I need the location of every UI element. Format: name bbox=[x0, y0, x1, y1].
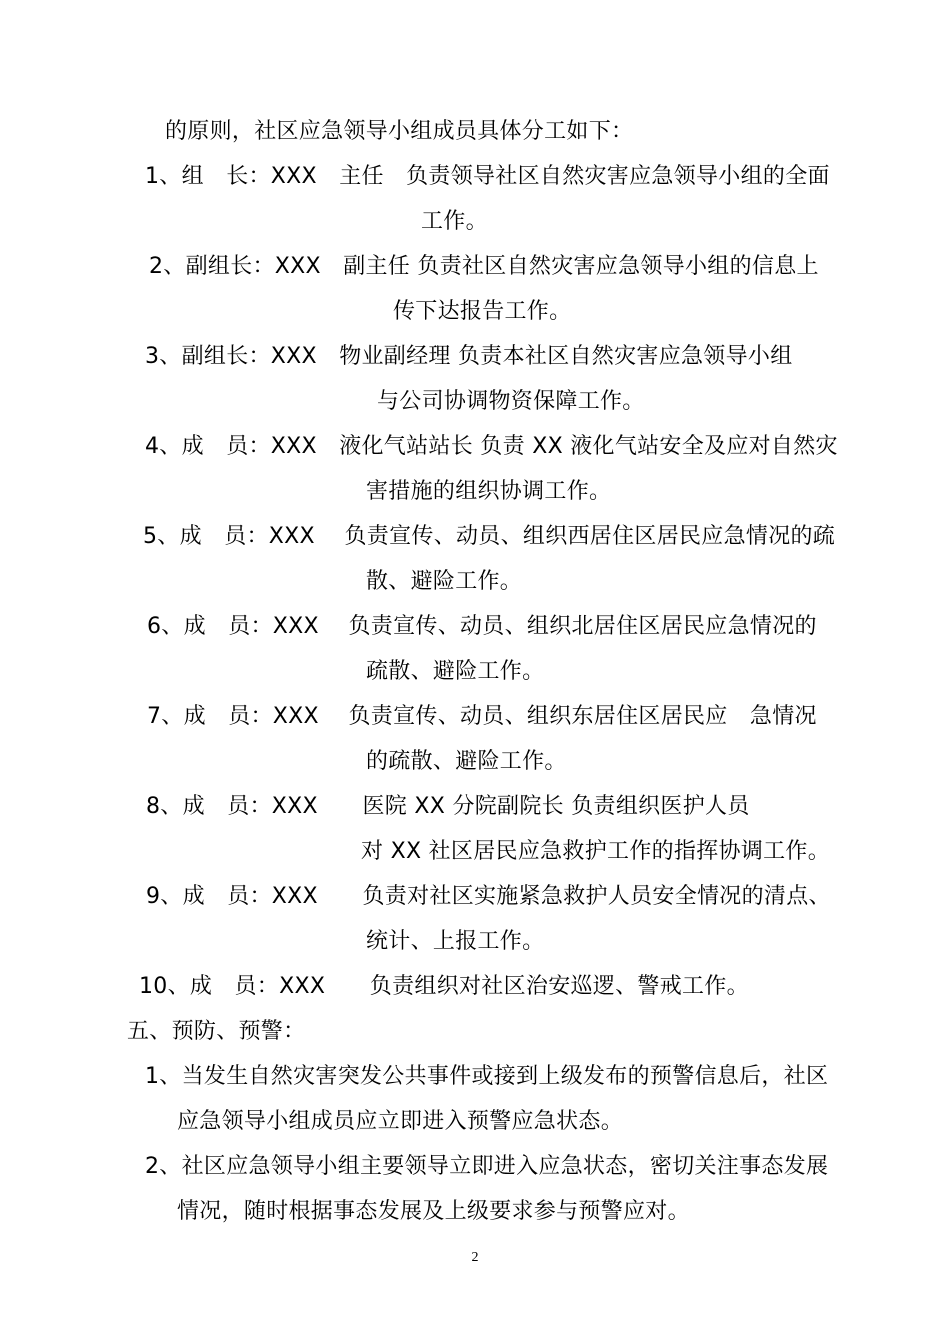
text-line: 2、社区应急领导小组主要领导立即进入应急状态，密切关注事态发展 bbox=[145, 1154, 829, 1179]
text-line: 害措施的组织协调工作。 bbox=[366, 479, 612, 504]
text-line: 统计、上报工作。 bbox=[366, 929, 545, 954]
text-line: 8、成 员：XXX 医院 XX 分院副院长 负责组织医护人员 bbox=[146, 794, 750, 819]
text-line: 与公司协调物资保障工作。 bbox=[377, 389, 645, 414]
text-line: 1、当发生自然灾害突发公共事件或接到上级发布的预警信息后，社区 bbox=[145, 1064, 829, 1089]
page-number: 2 bbox=[471, 1250, 479, 1265]
text-line: 3、副组长：XXX 物业副经理 负责本社区自然灾害应急领导小组 bbox=[145, 344, 793, 369]
text-line: 对 XX 社区居民应急救护工作的指挥协调工作。 bbox=[361, 839, 831, 864]
text-line: 2、副组长：XXX 副主任 负责社区自然灾害应急领导小组的信息上 bbox=[149, 254, 819, 279]
text-line: 传下达报告工作。 bbox=[393, 299, 572, 324]
text-line: 工作。 bbox=[421, 209, 488, 234]
text-line: 散、避险工作。 bbox=[366, 569, 523, 594]
text-line: 应急领导小组成员应立即进入预警应急状态。 bbox=[177, 1109, 624, 1134]
text-line: 7、成 员：XXX 负责宣传、动员、组织东居住区居民应 急情况 bbox=[147, 704, 817, 729]
text-line: 的疏散、避险工作。 bbox=[366, 749, 567, 774]
text-line: 情况，随时根据事态发展及上级要求参与预警应对。 bbox=[177, 1199, 690, 1224]
text-line: 疏散、避险工作。 bbox=[366, 659, 545, 684]
text-line: 9、成 员：XXX 负责对社区实施紧急救护人员安全情况的清点、 bbox=[146, 884, 831, 909]
section-heading: 五、预防、预警： bbox=[127, 1019, 306, 1044]
text-line: 1、组 长：XXX 主任 负责领导社区自然灾害应急领导小组的全面 bbox=[145, 164, 830, 189]
text-line: 6、成 员：XXX 负责宣传、动员、组织北居住区居民应急情况的 bbox=[147, 614, 817, 639]
text-line: 4、成 员：XXX 液化气站站长 负责 XX 液化气站安全及应对自然灾 bbox=[145, 434, 838, 459]
text-line: 5、成 员：XXX 负责宣传、动员、组织西居住区居民应急情况的疏 bbox=[143, 524, 836, 549]
text-line: 的原则，社区应急领导小组成员具体分工如下： bbox=[165, 119, 634, 144]
text-line: 10、成 员：XXX 负责组织对社区治安巡逻、警戒工作。 bbox=[139, 974, 749, 999]
